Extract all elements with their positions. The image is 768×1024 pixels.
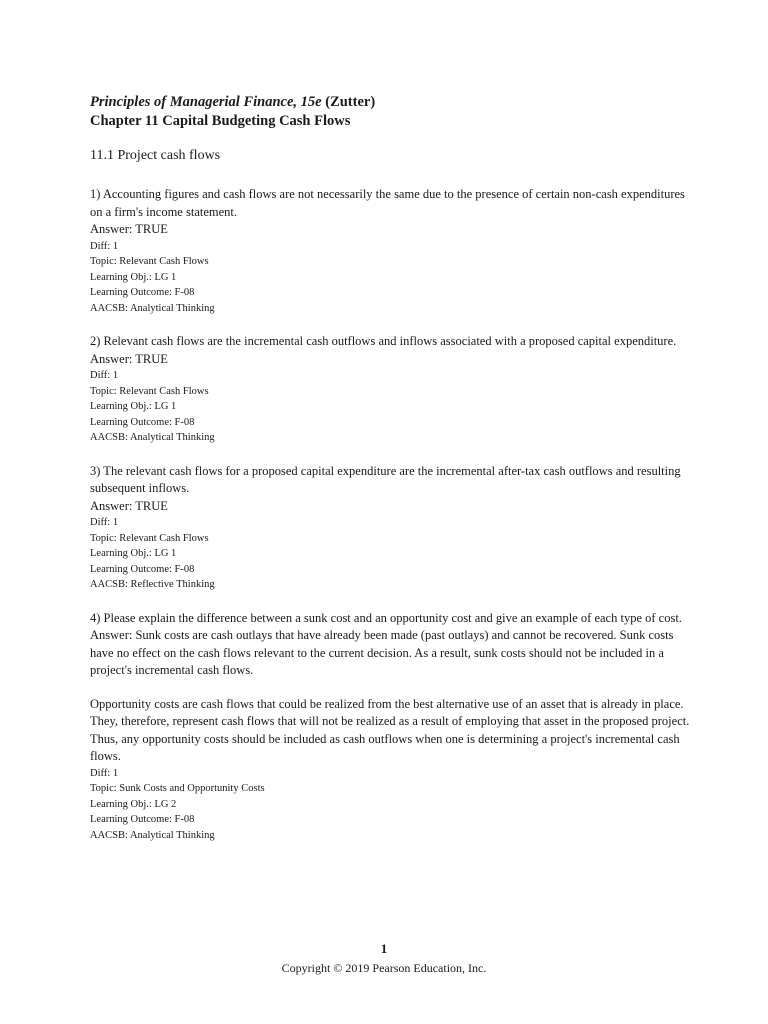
topic: Topic: Sunk Costs and Opportunity Costs: [90, 783, 265, 794]
aacsb: AACSB: Reflective Thinking: [90, 579, 215, 590]
topic: Topic: Relevant Cash Flows: [90, 256, 209, 267]
book-author: (Zutter): [321, 94, 376, 110]
learning-outcome: Learning Outcome: F-08: [90, 287, 195, 298]
book-title: [90, 93, 690, 112]
learning-objective: Learning Obj.: LG 1: [90, 271, 177, 283]
aacsb: AACSB: Analytical Thinking: [90, 829, 215, 841]
page-number: 1: [380, 941, 388, 956]
question-text: 2) Relevant cash flows are the incremental cash outflows and inflows associated with a proposed capital expenditure.: [90, 334, 677, 348]
answer: Answer: TRUE: [90, 222, 168, 236]
question-1: [90, 186, 690, 316]
answer-paragraph-2: Opportunity costs are cash flows that could be realized from the best alternative use of an asset that is already in place. They, therefore, represent cash flows that will not be realized as a result of employing that asset in the proposed project. Thus, any opportunity costs should be included as cash outflows when one is determining a project's incremental cash flows.: [90, 696, 690, 763]
difficulty: Diff: 1: [90, 517, 119, 528]
copyright-notice: Copyright © 2019 Pearson Education, Inc.: [281, 961, 487, 975]
section-title: 11.1 Project cash flows: [90, 148, 221, 163]
learning-outcome: Learning Outcome: F-08: [90, 814, 195, 825]
aacsb: AACSB: Analytical Thinking: [90, 302, 215, 314]
learning-outcome: Learning Outcome: F-08: [90, 416, 195, 428]
difficulty: Diff: 1: [90, 767, 119, 779]
topic: Topic: Relevant Cash Flows: [90, 385, 209, 397]
learning-objective: Learning Obj.: LG 2: [90, 798, 177, 810]
aacsb: AACSB: Analytical Thinking: [90, 432, 215, 443]
answer: Answer: TRUE: [90, 498, 168, 513]
difficulty: Diff: 1: [90, 240, 119, 252]
question-text: 4) Please explain the difference between a sunk cost and an opportunity cost and give an example of each type of cost.: [90, 610, 682, 625]
question-text: 3) The relevant cash flows for a proposed capital expenditure are the incremental after-tax cash outflows and resulting subsequent inflows.: [90, 463, 681, 495]
document-page: [90, 93, 690, 843]
question-text: 1) Accounting figures and cash flows are not necessarily the same due to the presence of certain non-cash expenditures on a firm's income statement.: [90, 187, 685, 219]
chapter-title: Chapter 11 Capital Budgeting Cash Flows: [90, 113, 351, 129]
learning-outcome: Learning Outcome: F-08: [90, 563, 195, 575]
learning-objective: Learning Obj.: LG 1: [90, 401, 177, 412]
answer: Answer: TRUE: [90, 351, 168, 366]
question-4: [90, 610, 690, 844]
question-2: [90, 333, 690, 446]
book-title-italic: Principles of Managerial Finance, 15e: [90, 94, 322, 110]
answer: Answer: Sunk costs are cash outlays that have already been made (past outlays) and cannot be recovered. Sunk costs have no effect on the cash flows relevant to the current decision. As a result, sunk costs should not be included in a project's incremental cash flows.: [90, 628, 674, 677]
learning-objective: Learning Obj.: LG 1: [90, 548, 177, 559]
question-3: [90, 463, 690, 593]
topic: Topic: Relevant Cash Flows: [90, 532, 209, 544]
difficulty: Diff: 1: [90, 370, 119, 381]
